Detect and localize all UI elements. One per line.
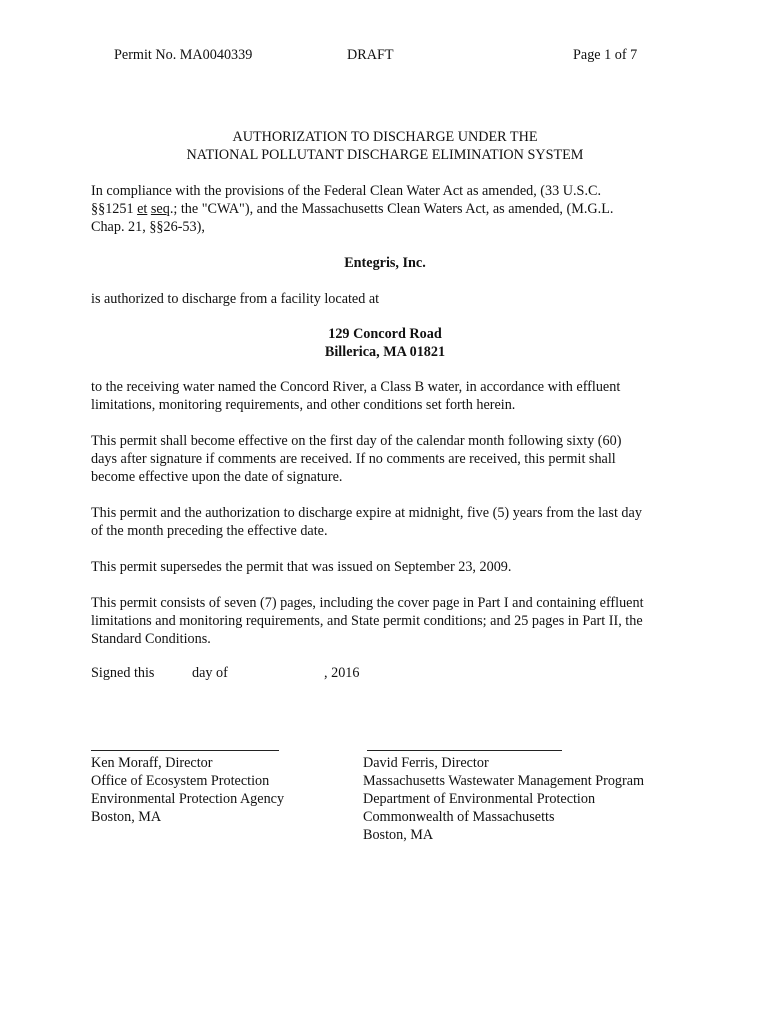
- authorized-text: is authorized to discharge from a facility located at: [91, 291, 380, 307]
- left-signatory-name: Ken Moraff, Director: [91, 755, 213, 771]
- expiration-line-1: This permit and the authorization to discharge expire at midnight, five (5) years from the last day: [91, 505, 642, 521]
- effective-line-1: This permit shall become effective on the first day of the calendar month following sixty (60): [91, 433, 622, 449]
- permittee-name: Entegris, Inc.: [344, 255, 426, 271]
- address-line-2: Billerica, MA 01821: [324, 344, 446, 360]
- right-signatory-state: Commonwealth of Massachusetts: [363, 809, 555, 825]
- left-signatory-office: Office of Ecosystem Protection: [91, 773, 270, 789]
- right-signature-line: [367, 750, 562, 751]
- expiration-paragraph: [91, 504, 691, 540]
- cwa-text: .; the "CWA"), and the Massachusetts Clean Waters Act, as amended, (M.G.L.: [169, 201, 614, 217]
- left-signature-line: [91, 750, 279, 751]
- expiration-line-2: of the month preceding the effective date.: [91, 523, 328, 539]
- receiving-water-line-2: limitations, monitoring requirements, and other conditions set forth herein.: [91, 397, 516, 413]
- effective-date-paragraph: [91, 432, 691, 486]
- left-signatory-city: Boston, MA: [91, 809, 162, 825]
- left-signatory-agency: Environmental Protection Agency: [91, 791, 285, 807]
- citation-text: §§1251: [91, 201, 138, 217]
- day-of-label: day of: [192, 665, 228, 681]
- compliance-line-1: In compliance with the provisions of the Federal Clean Water Act as amended, (33 U.S.C.: [91, 183, 602, 199]
- effective-line-3: become effective upon the date of signature.: [91, 469, 343, 485]
- page-count-paragraph: [91, 594, 691, 648]
- title-line-2: NATIONAL POLLUTANT DISCHARGE ELIMINATION SYSTEM: [186, 147, 584, 163]
- permit-number: Permit No. MA0040339: [114, 47, 253, 63]
- left-signatory: [91, 754, 284, 826]
- right-signatory-name: David Ferris, Director: [363, 755, 489, 771]
- consists-line-1: This permit consists of seven (7) pages, including the cover page in Part I and containing effluent: [91, 595, 644, 611]
- consists-line-3: Standard Conditions.: [91, 631, 211, 647]
- draft-label: DRAFT: [347, 47, 394, 63]
- supersedes-paragraph: This permit supersedes the permit that was issued on September 23, 2009.: [91, 559, 512, 575]
- right-signatory-department: Department of Environmental Protection: [363, 791, 596, 807]
- compliance-line-2: [91, 200, 691, 218]
- document-title: [0, 128, 770, 164]
- consists-line-2: limitations and monitoring requirements, and State permit conditions; and 25 pages in Part II, the: [91, 613, 643, 629]
- title-line-1: AUTHORIZATION TO DISCHARGE UNDER THE: [232, 129, 538, 145]
- year-label: , 2016: [324, 665, 360, 681]
- compliance-paragraph: [91, 182, 691, 236]
- page-number: Page 1 of 7: [573, 47, 638, 63]
- signature-date-line: [91, 664, 491, 684]
- receiving-water-line-1: to the receiving water named the Concord River, a Class B water, in accordance with effluent: [91, 379, 621, 395]
- effective-line-2: days after signature if comments are received. If no comments are received, this permit shall: [91, 451, 616, 467]
- right-signatory-city: Boston, MA: [363, 827, 434, 843]
- signed-this-label: Signed this: [91, 665, 155, 681]
- compliance-line-3: Chap. 21, §§26-53),: [91, 219, 205, 235]
- right-signatory: [363, 754, 644, 844]
- receiving-water-paragraph: [91, 378, 691, 414]
- address-line-1: 129 Concord Road: [328, 326, 442, 342]
- right-signatory-program: Massachusetts Wastewater Management Program: [363, 773, 645, 789]
- facility-address: [0, 325, 770, 361]
- et-text: et: [137, 201, 148, 217]
- seq-text: seq: [150, 201, 170, 217]
